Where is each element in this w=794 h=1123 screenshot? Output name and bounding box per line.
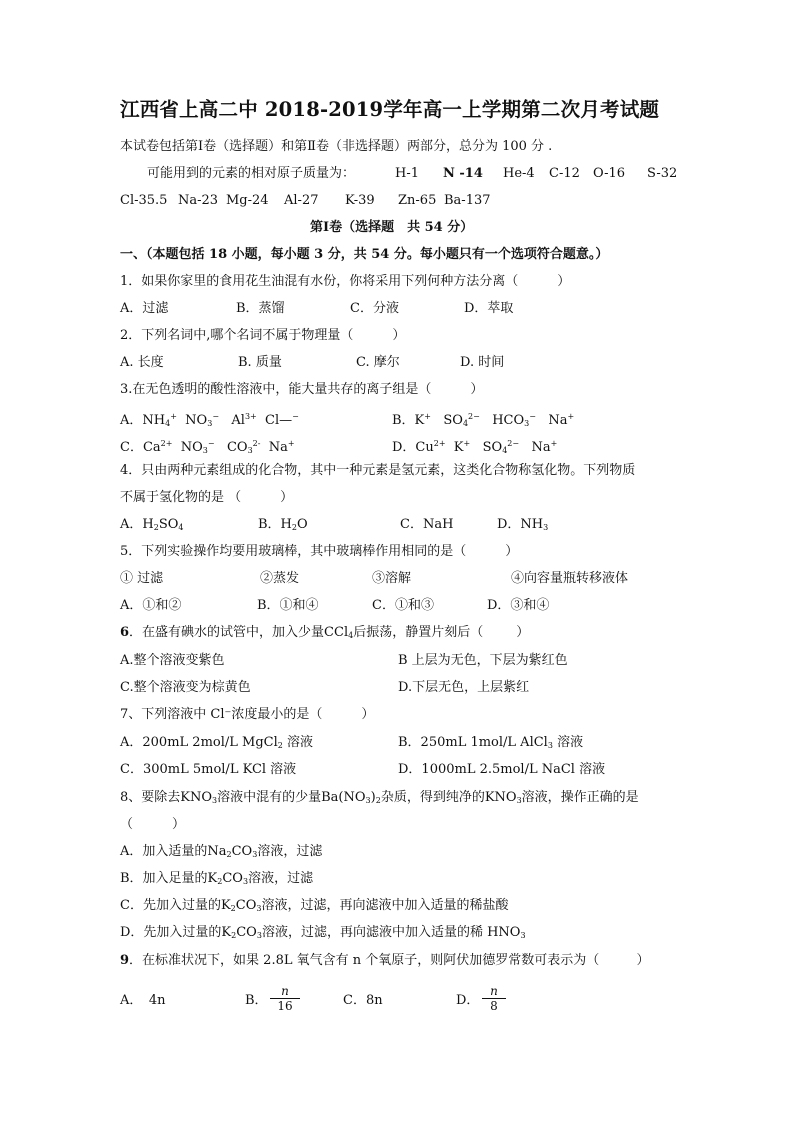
atomic-mass-he: He-4 (503, 166, 535, 181)
q1-option-a: A．过滤 (120, 301, 169, 316)
q2-option-a: A. 长度 (120, 355, 164, 370)
q3-option-c: C．$Ca^{2+}$ $NO_3^-$ $CO_3^{2-}$ Na+ (120, 439, 295, 455)
q2-option-c: C. 摩尔 (356, 355, 400, 370)
q4-option-a: A．$H_2SO_4$ (120, 517, 184, 532)
q9-stem: 9．在标准状况下，如果 2.8L 氧气含有 n 个氧原子，则阿伏加德罗常数可表示为（ ） (120, 953, 650, 968)
q7-option-d: D．1000mL 2.5mol/L NaCl 溶液 (398, 762, 606, 777)
q5-option-d: D．③和④ (487, 598, 550, 613)
q3-option-a: A．$NH_4^+$ $NO_3^-$ $Al^{3+}$ Cl—− (120, 412, 299, 428)
q6-option-d: D.下层无色，上层紫红 (398, 680, 530, 695)
q7-stem: 7、下列溶液中 Cl⁻浓度最小的是（ ） (120, 707, 375, 722)
q9-option-a: A． 4n (120, 993, 166, 1008)
q7-option-b: B．250mL 1mol/L AlCl$_3$ 溶液 (398, 735, 584, 750)
atomic-mass-mg: Mg-24 (226, 193, 269, 208)
q1-option-d: D．萃取 (464, 301, 514, 316)
q5-item-2: ②蒸发 (260, 571, 300, 586)
q6-stem: 6．在盛有碘水的试管中，加入少量CCl$_4$后振荡，静置片刻后（ ） (120, 625, 530, 640)
q5-option-b: B．①和④ (257, 598, 319, 613)
q8-answer-bracket: （ ） (120, 817, 186, 832)
atomic-mass-label: 可能用到的元素的相对原子质量为： (147, 166, 356, 181)
q9-b-denominator: 16 (277, 999, 293, 1013)
intro-line: 本试卷包括第Ⅰ卷（选择题）和第Ⅱ卷（非选择题）两部分，总分为 100 分 . (120, 139, 553, 154)
q7-option-c: C．300mL 5mol/L KCl 溶液 (120, 762, 297, 777)
q1-stem: 1．如果你家里的食用花生油混有水份，你将采用下列何种方法分离（ ） (120, 274, 571, 289)
q4-stem-line1: 4．只由两种元素组成的化合物，其中一种元素是氢元素，这类化合物称氢化物。下列物质 (120, 463, 636, 478)
atomic-mass-h: H-1 (395, 166, 420, 181)
q9-option-d-label: D． (456, 993, 480, 1008)
q2-option-d: D. 时间 (460, 355, 505, 370)
q5-item-1: ① 过滤 (120, 571, 164, 586)
exam-title: 江西省上高二中 2018-2019学年高一上学期第二次月考试题 (120, 98, 660, 121)
q5-item-4: ④向容量瓶转移液体 (511, 571, 629, 586)
q1-option-c: C．分液 (350, 301, 399, 316)
q9-option-b-label: B． (245, 993, 268, 1008)
q3-option-b: B．K+ $SO_4^{2-}$ $HCO_3^-$ Na+ (392, 412, 575, 428)
q8-stem: 8、要除去$KNO_3$溶液中混有的少量$Ba(NO_3)_2$杂质，得到纯净的$KNO_3$溶液，操作正确的是 (120, 790, 639, 805)
q2-stem: 2．下列名词中,哪个名词不属于物理量（ ） (120, 328, 406, 343)
atomic-mass-o: O-16 (593, 166, 626, 181)
q8-option-d: D．先加入过量的$K_2CO_3$溶液，过滤，再向滤液中加入适量的稀 $HNO_3$ (120, 925, 526, 940)
atomic-mass-ba: Ba-137 (444, 193, 491, 208)
q5-item-3: ③溶解 (372, 571, 412, 586)
atomic-mass-cl: Cl-35.5 (120, 193, 168, 208)
atomic-mass-na: Na-23 (178, 193, 219, 208)
part-instructions: 一、（本题包括 18 小题，每小题 3 分，共 54 分。每小题只有一个选项符合题意。） (120, 247, 609, 262)
q9-option-d-fraction (482, 984, 506, 1013)
q6-option-a: A.整个溶液变紫色 (120, 653, 225, 668)
q9-option-c: C．8n (343, 993, 383, 1008)
q1-option-b: B．蒸馏 (236, 301, 285, 316)
q9-d-denominator: 8 (490, 999, 498, 1013)
q6-option-c: C.整个溶液变为棕黄色 (120, 680, 251, 695)
q8-option-c: C．先加入过量的$K_2CO_3$溶液，过滤，再向滤液中加入适量的稀盐酸 (120, 898, 509, 913)
q9-b-numerator: n (270, 984, 300, 999)
q5-option-a: A．①和② (120, 598, 182, 613)
atomic-mass-k: K-39 (345, 193, 375, 208)
atomic-mass-al: Al-27 (284, 193, 319, 208)
q4-option-b: B．$H_2O$ (258, 517, 308, 532)
q3-option-d: D．$Cu^{2+}$ K+ $SO_4^{2-}$ Na+ (392, 439, 558, 455)
section-heading: 第Ⅰ卷（选择题 共 54 分） (310, 220, 474, 235)
atomic-mass-n: N -14 (443, 166, 483, 181)
atomic-mass-zn: Zn-65 (398, 193, 437, 208)
q5-option-c: C．①和③ (372, 598, 434, 613)
atomic-mass-c: C-12 (549, 166, 580, 181)
q7-option-a: A．200mL 2mol/L MgCl$_2$ 溶液 (120, 735, 313, 750)
q2-option-b: B. 质量 (238, 355, 282, 370)
q4-option-d: D．$NH_3$ (497, 517, 549, 532)
q4-option-c: C．NaH (400, 517, 454, 532)
atomic-mass-s: S-32 (647, 166, 678, 181)
q6-option-b: B 上层为无色，下层为紫红色 (398, 653, 568, 668)
q5-stem: 5．下列实验操作均要用玻璃棒，其中玻璃棒作用相同的是（ ） (120, 544, 519, 559)
q8-option-b: B．加入足量的$K_2CO_3$溶液，过滤 (120, 871, 314, 886)
q8-option-a: A．加入适量的$Na_2CO_3$溶液，过滤 (120, 844, 323, 859)
q3-stem: 3.在无色透明的酸性溶液中，能大量共存的离子组是（ ） (120, 382, 484, 397)
q4-stem-line2: 不属于氢化物的是 （ ） (120, 490, 294, 505)
q9-option-b-fraction (270, 984, 300, 1013)
q9-d-numerator: n (482, 984, 506, 999)
